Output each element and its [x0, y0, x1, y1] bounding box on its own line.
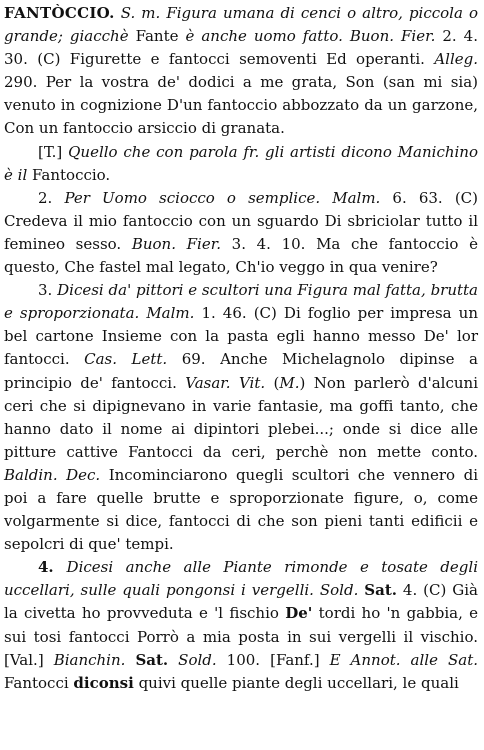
- text-run: Dicesi anche alle Piante rimonde e tosate degli uccellari, sulle quali pongonsi i vergelli. Sold.: [4, 558, 478, 600]
- text-run: 3.: [38, 281, 58, 300]
- text-run: E Annot. alle Sat.: [329, 650, 479, 669]
- text-run: diconsi: [73, 673, 134, 692]
- text-run: è anche uomo fatto. Buon. Fier.: [185, 27, 436, 46]
- text-run: Bianchin.: [53, 650, 126, 669]
- text-run: Per Uomo sciocco o semplice. Malm.: [64, 188, 381, 207]
- sense-3: [4, 279, 478, 556]
- headword: FANTÒCCIO.: [4, 4, 115, 22]
- text-run: M.: [279, 373, 300, 392]
- text-run: 290. Per la vostra de' dodici a me grata, Son (san mi sia) venuto in cognizione D'un fantoccio abbozzato da un garzone, Con un fantoccio arsiccio di granata.: [4, 73, 478, 138]
- text-run: [168, 651, 178, 669]
- dictionary-entry: [4, 2, 478, 695]
- text-run: Buon. Fier.: [131, 234, 221, 253]
- text-run: Vasar. Vit.: [185, 373, 266, 392]
- entry-definition-main: [4, 2, 478, 141]
- text-run: Figura umana di cenci o altro, piccola o grande; giacchè: [4, 4, 478, 46]
- text-run: 4.: [38, 558, 67, 577]
- text-run: Dicesi da' pittori e scultori una Figura mal fatta, brutta e sproporzionata. Malm.: [4, 281, 478, 323]
- text-run: [T.]: [38, 142, 69, 161]
- sense-4: [4, 556, 478, 695]
- sense-2: [4, 187, 478, 279]
- text-run: 4. (C) Già la civetta ho provveduta e 'l fischio: [4, 581, 478, 623]
- text-run: ) Non parlerò d'alcuni ceri che si dipignevano in varie fantasie, ma goffi tanto, che hanno dato il nome ai dipintori plebei...; onde si dice alle pitture cattive Fantocci da ceri, perchè non mette conto.: [4, 373, 478, 461]
- text-run: Sat.: [364, 581, 397, 600]
- definition-text: [4, 4, 478, 137]
- grammatical-category: S. m.: [120, 4, 161, 22]
- text-run: quivi quelle piante degli uccellari, le quali: [133, 673, 459, 692]
- text-run: 100. [Fanf.]: [216, 650, 330, 669]
- entry-note-tommaseo: [4, 141, 478, 187]
- text-run: 1. 46. (C) Di foglio per impresa un bel cartone Insieme con la pasta egli hanno messo De' lor fantocci.: [4, 304, 478, 369]
- text-run: Quello che con parola fr. gli artisti dicono Manichino è il: [4, 142, 478, 184]
- text-run: Baldin. Dec.: [4, 465, 101, 484]
- text-run: Sat.: [135, 650, 169, 669]
- text-run: 2. 4. 30. (C) Figurette e fantocci semoventi Ed operanti.: [4, 27, 478, 69]
- text-run: Fantoccio.: [32, 165, 111, 184]
- text-run: 6. 63. (C) Credeva il mio fantoccio con un sguardo Di sbriciolar tutto il femineo sesso.: [4, 188, 478, 253]
- text-run: Fante: [135, 27, 186, 46]
- text-run: Sold.: [178, 650, 217, 669]
- text-run: Incominciarono quegli scultori che vennero di poi a fare quelle brutte e sproporzionate figure, o, come volgarmente si dice, fantocci di che son pieni tanti edificii e sepolcri di que' tempi.: [4, 465, 478, 554]
- text-run: Fantocci: [4, 673, 74, 692]
- text-run: 69. Anche Michelagnolo dipinse a principio de' fantocci.: [4, 350, 478, 392]
- text-run: tordi ho 'n gabbia, e sui tosi fantocci Porrò a mia posta in sui vergelli il vischio. [Val.]: [4, 604, 478, 669]
- text-run: (: [265, 373, 280, 392]
- text-run: 2.: [38, 188, 65, 207]
- text-run: Cas. Lett.: [84, 350, 168, 369]
- text-run: [125, 651, 135, 669]
- text-run: 3. 4. 10. Ma che fantoccio è questo, Che fastel mal legato, Ch'io veggo in qua venire?: [4, 234, 478, 277]
- text-run: Alleg.: [434, 50, 478, 69]
- text-run: De': [285, 604, 313, 623]
